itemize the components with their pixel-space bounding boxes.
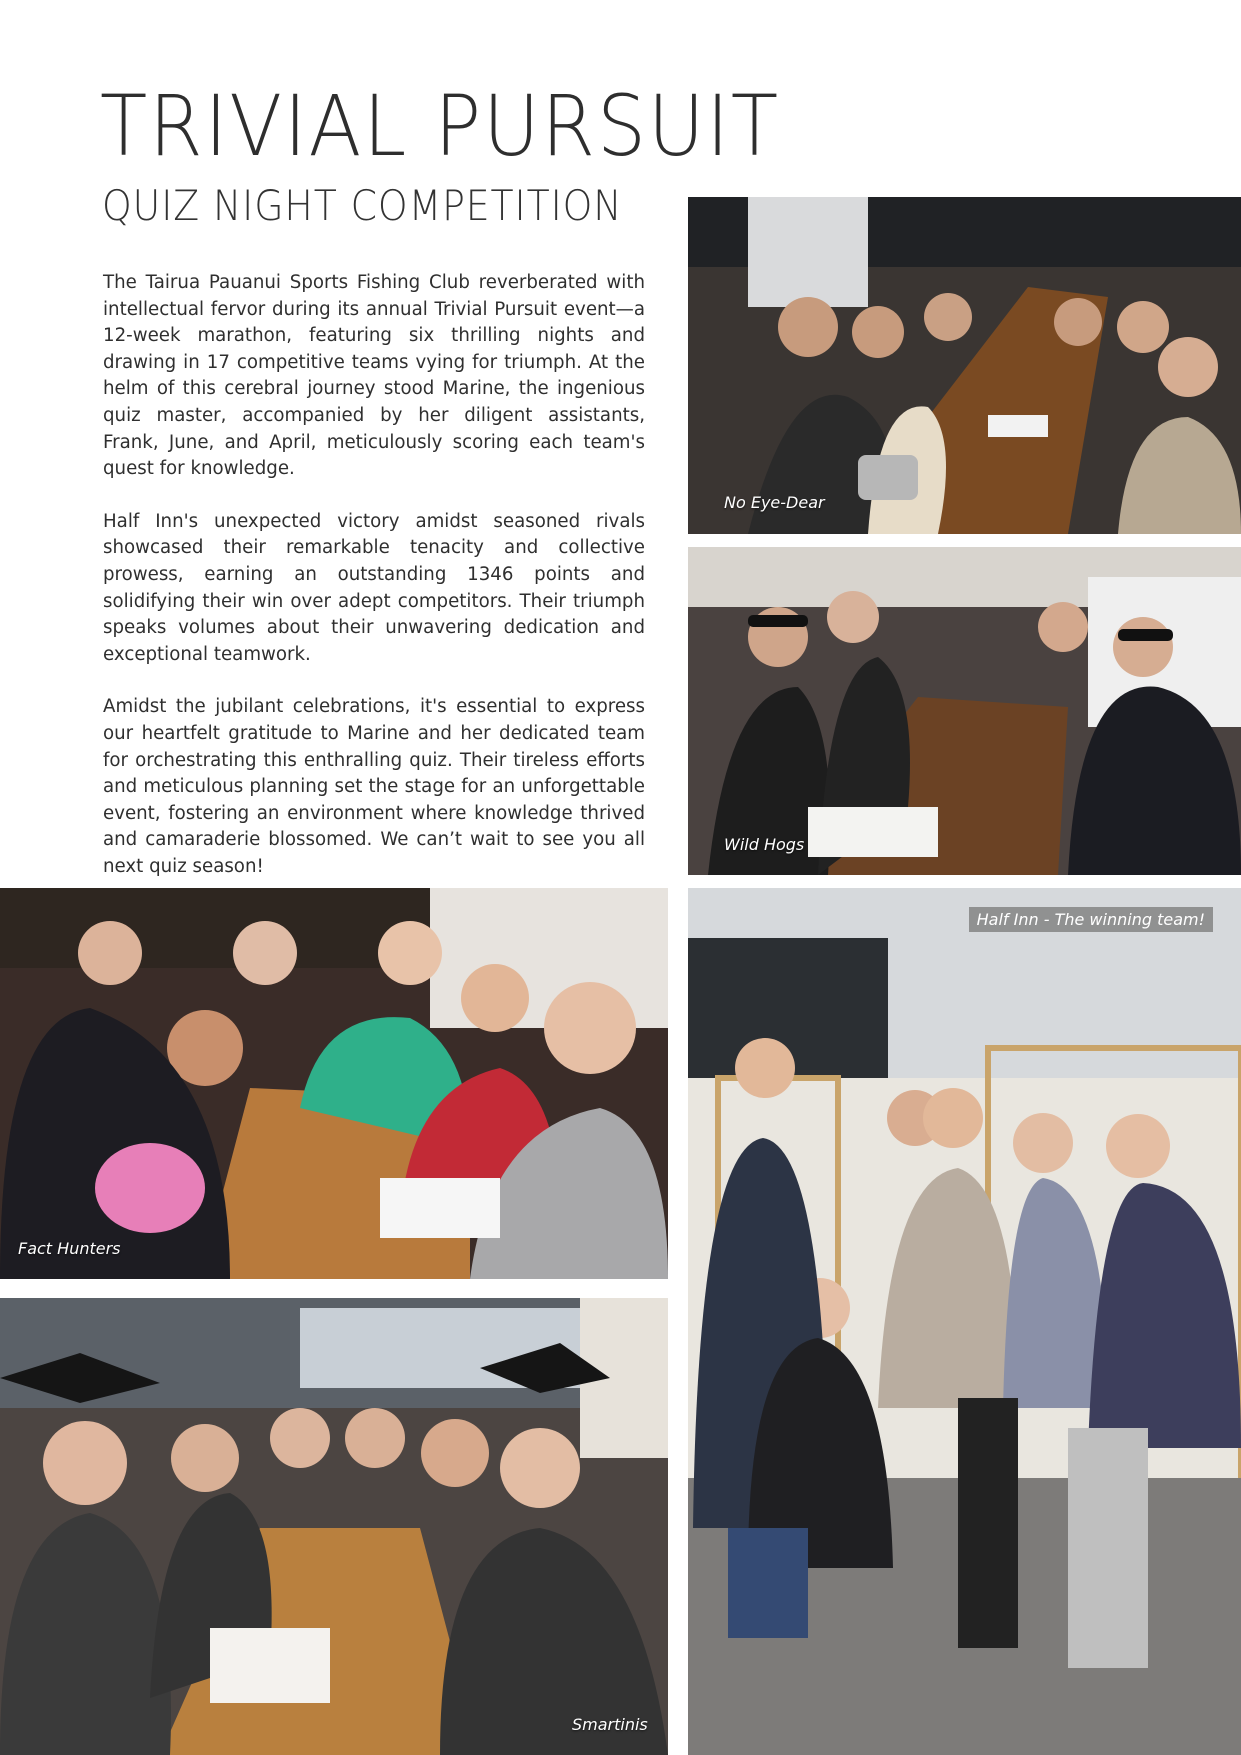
article-paragraph-2: Half Inn's unexpected victory amidst seasoned rivals showcased their remarkable tenacity and collective prowess, earning an outstanding 1346 points and solidifying their win over adept competitors. Their triumph speaks volumes about their unwavering dedication and exceptional teamwork. [103, 510, 645, 665]
photo-no-eye-dear [688, 197, 1241, 534]
photo-caption-fact-hunters: Fact Hunters [18, 1239, 121, 1258]
article-paragraph-1: The Tairua Pauanui Sports Fishing Club reverberated with intellectual fervor during its annual Trivial Pursuit event—a 12-week marathon, featuring six thrilling nights and drawing in 17 competitive teams vying for triumph. At the helm of this cerebral journey stood Marine, the ingenious quiz master, accompanied by her diligent assistants, Frank, June, and April, meticulously scoring each team's quest for knowledge. [103, 272, 645, 480]
photo-caption-smartinis: Smartinis [572, 1715, 648, 1734]
photo-smartinis [0, 1298, 668, 1755]
photo-fact-hunters [0, 888, 668, 1279]
page-subtitle: QUIZ NIGHT COMPETITION [102, 181, 623, 230]
photo-caption-half-inn: Half Inn - The winning team! [969, 907, 1213, 932]
photo-wild-hogs [688, 547, 1241, 875]
article-body [103, 270, 645, 906]
photo-half-inn [688, 888, 1241, 1755]
article-paragraph-3: Amidst the jubilant celebrations, it's essential to express our heartfelt gratitude to Marine and her dedicated team for orchestrating this enthralling quiz. Their tireless efforts and meticulous planning set the stage for an unforgettable event, fostering an environment where knowledge thrived and camaraderie blossomed. We can’t wait to see you all next quiz season! [103, 696, 645, 877]
page-title: TRIVIAL PURSUIT [100, 77, 780, 175]
photo-caption-wild-hogs: Wild Hogs [724, 835, 805, 854]
photo-caption-no-eye-dear: No Eye-Dear [724, 493, 825, 512]
